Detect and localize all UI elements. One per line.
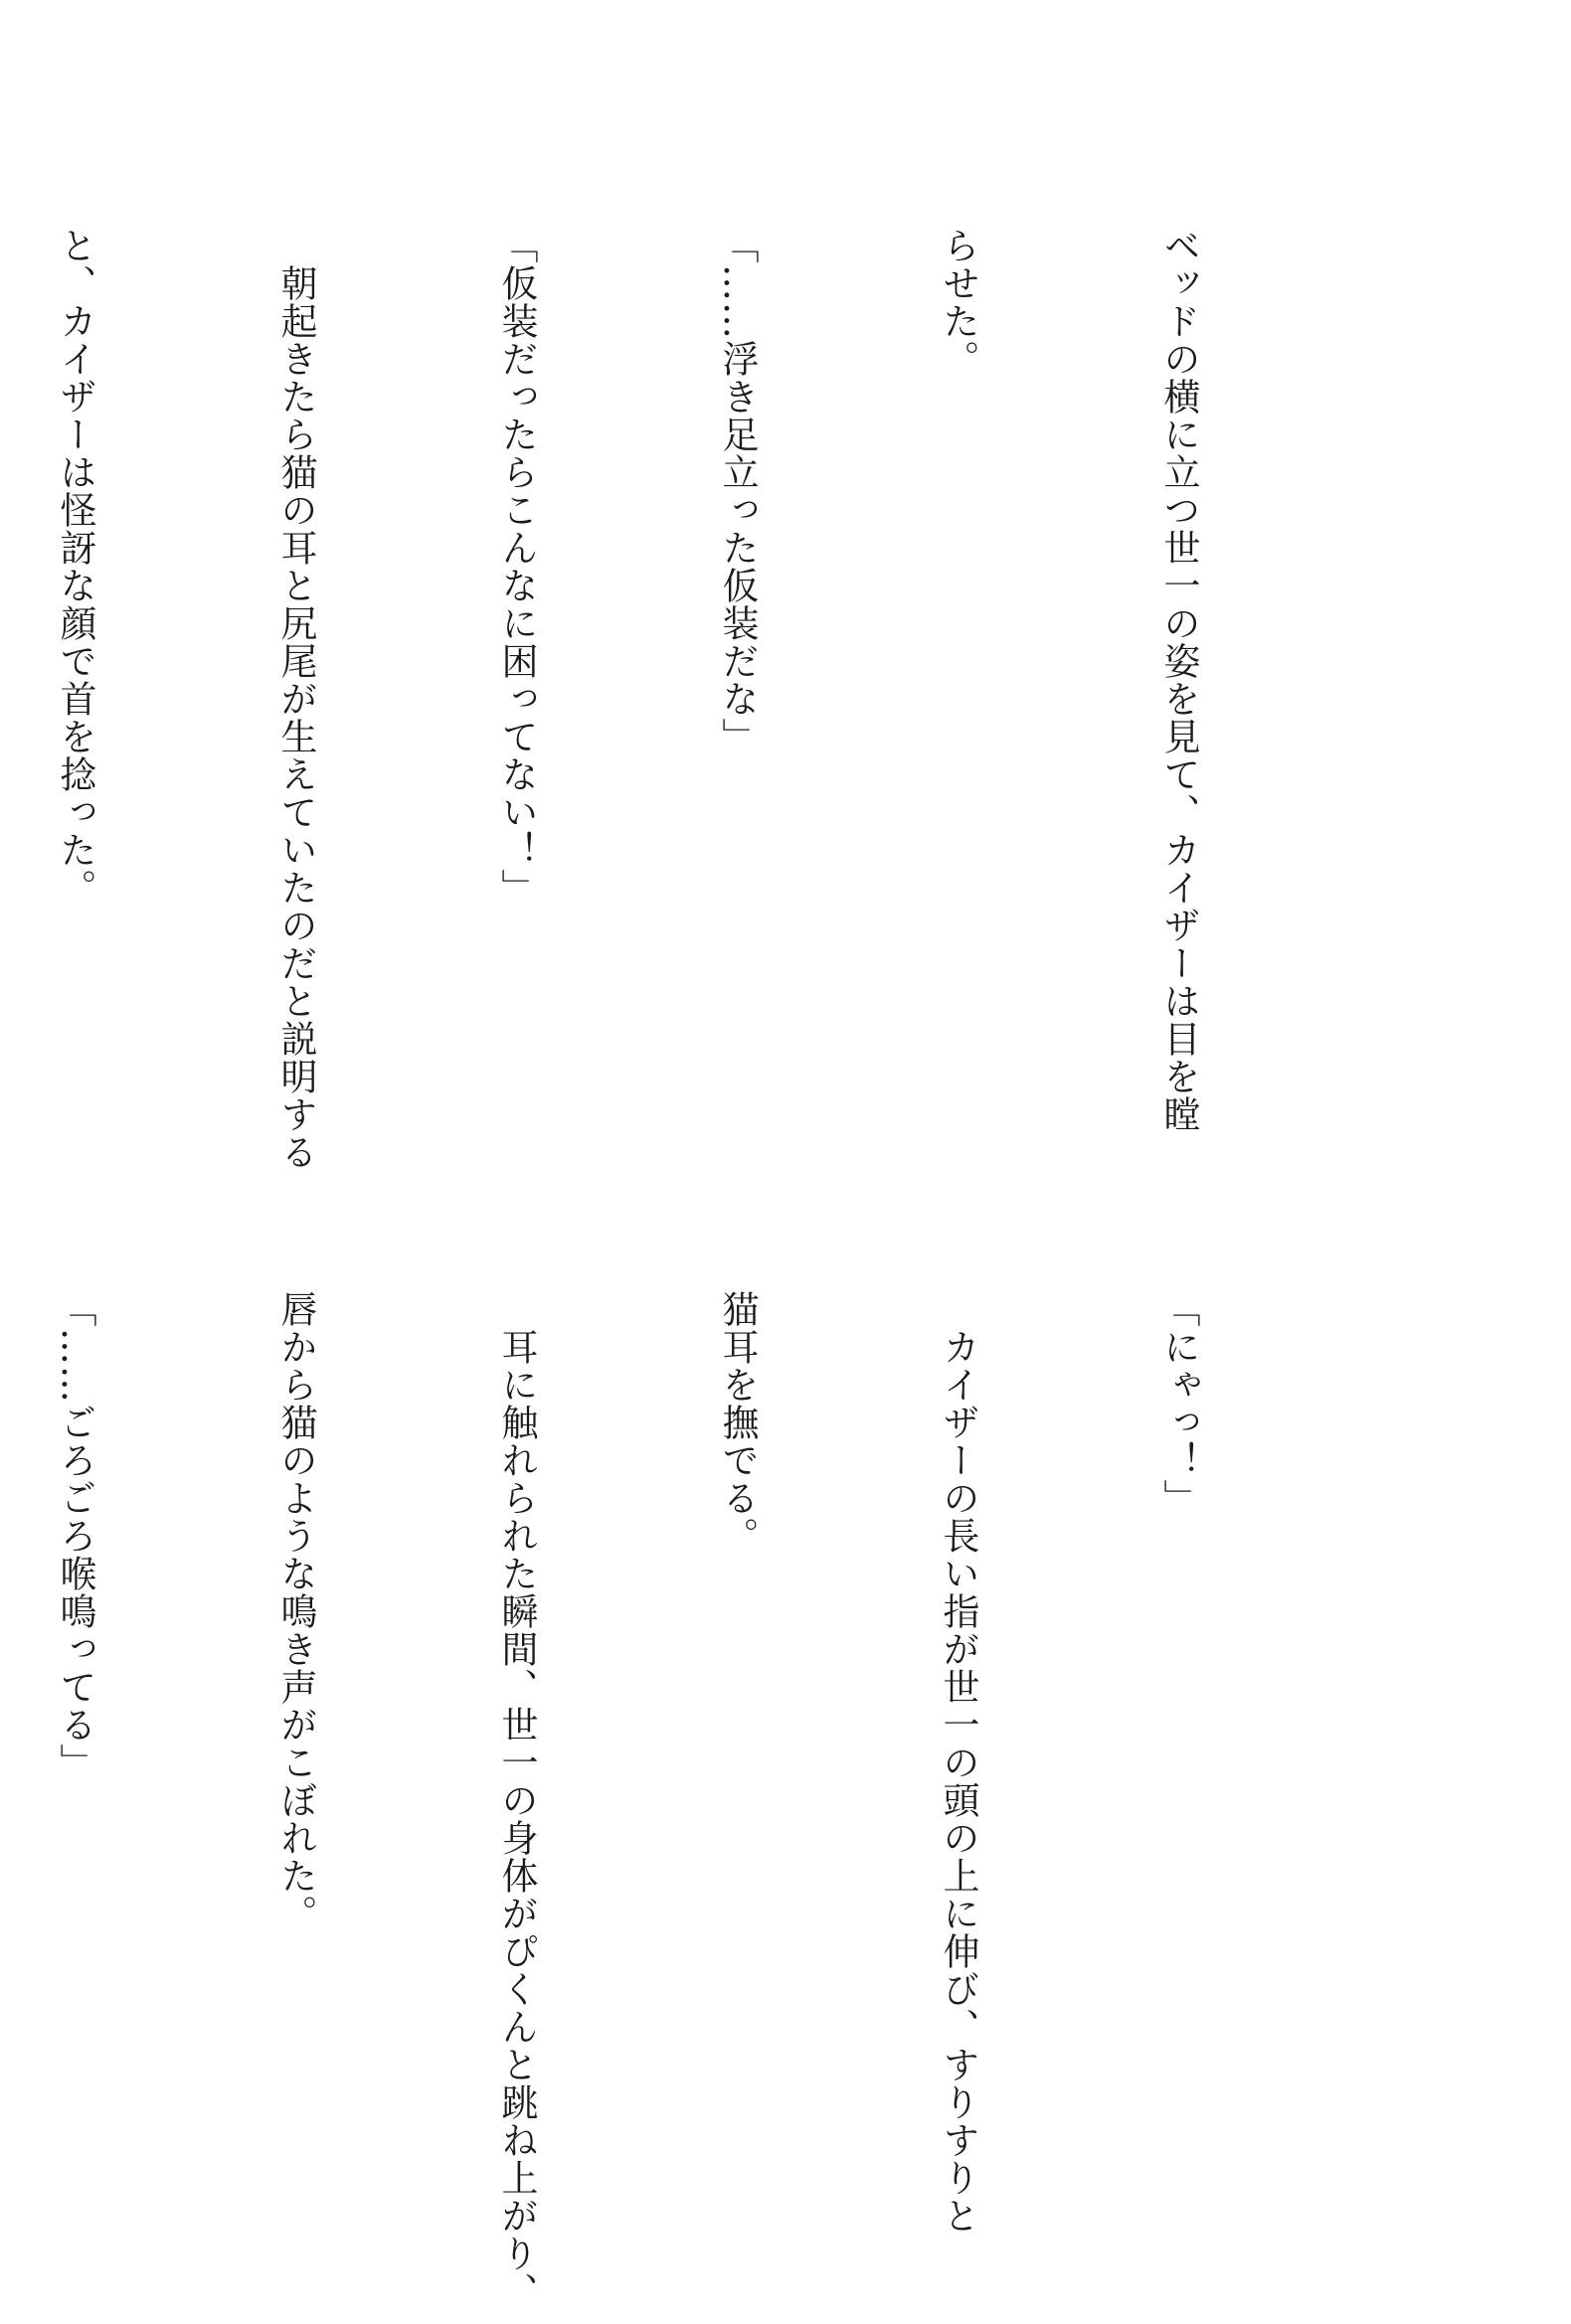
- text-column: 「……浮き足立った仮装だな」: [716, 227, 759, 755]
- text-column: 朝起きたら猫の耳と尻尾が生えていたのだと説明する: [274, 227, 317, 1171]
- text-block-top: [54, 227, 1362, 1171]
- text-column: 「仮装だったらこんなに困ってない！」: [495, 227, 538, 907]
- text-column: ベッドの横に立つ世一の姿を見て、カイザーは目を瞠: [1157, 227, 1200, 1133]
- text-column: 耳に触れられた瞬間、世一の身体がぴくんと跳ね上がり、: [495, 1290, 538, 2310]
- text-column: 「にゃっ！」: [1157, 1290, 1200, 1517]
- text-column: 「……ごろごろ喉鳴ってる」: [54, 1290, 96, 1781]
- text-block-bottom: [54, 1290, 1362, 2310]
- text-column: 猫耳を撫でる。: [716, 1290, 759, 1555]
- text-column: 唇から猫のような鳴き声がこぼれた。: [274, 1290, 317, 1932]
- text-column: カイザーの長い指が世一の頭の上に伸び、すりすりと: [937, 1290, 979, 2235]
- text-column: らせた。: [937, 227, 979, 378]
- text-column: と、カイザーは怪訝な顔で首を捻った。: [54, 227, 96, 907]
